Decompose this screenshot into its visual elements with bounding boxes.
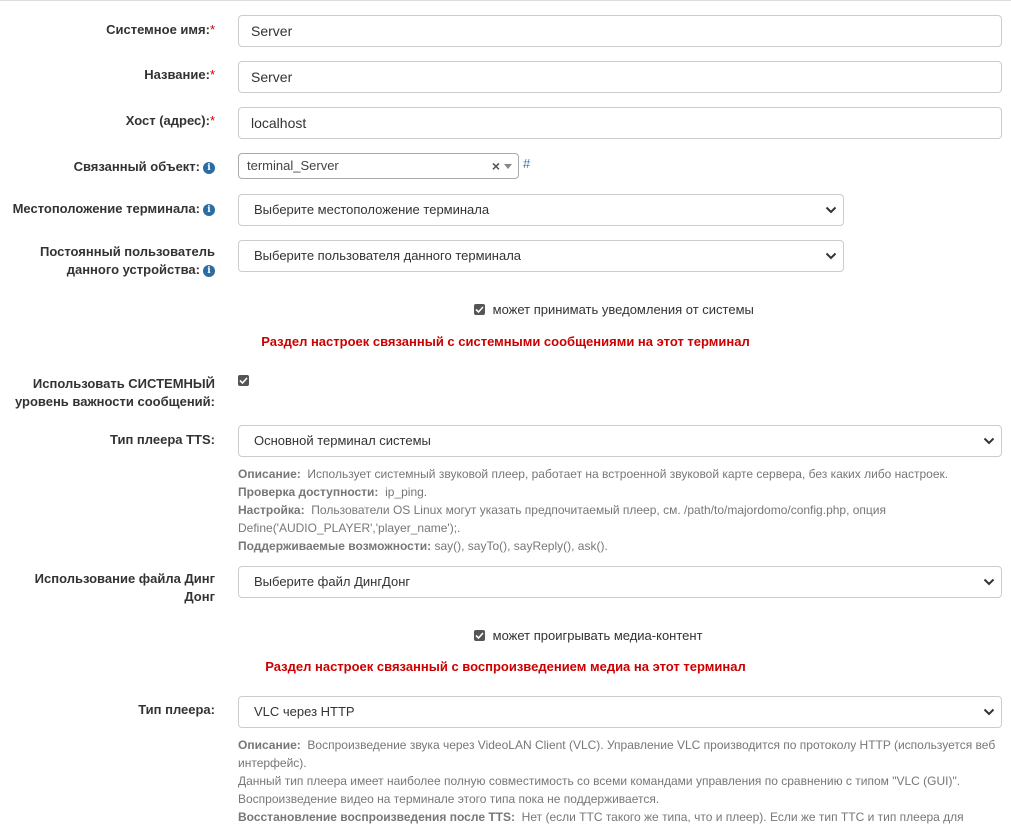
tts-player-description: Описание: Использует системный звуковой плеер, работает на встроенной звуковой карте сервера, без каких либо настроек. Проверка доступности: ip_ping. Настройка: Пользователи OS Linux могут указать предпочитаемый плеер, см. /path/to/majordomo/config.php, опция Define('AUDIO_PLAYER','player_name');. Поддерживаемые возможности: say(), sayTo(), sayReply(), ask(). (238, 467, 949, 553)
chevron-down-icon (983, 577, 995, 587)
media-section-title: Раздел настроек связанный с воспроизведением медиа на этот терминал (265, 659, 746, 674)
linked-object-label: Связанный объект: i (1, 158, 215, 176)
chevron-down-icon (825, 205, 837, 215)
tts-player-select[interactable] (238, 425, 1002, 457)
system-level-checkbox-wrap[interactable] (238, 373, 249, 388)
chevron-down-icon (825, 251, 837, 261)
tts-player-label: Тип плеера TTS: (110, 432, 215, 447)
chevron-down-icon (983, 707, 995, 717)
notify-checkbox-row[interactable] (474, 302, 754, 317)
system-name-label: Системное имя:* (106, 22, 215, 37)
user-select[interactable] (238, 240, 844, 272)
player-select-value: VLC через HTTP (254, 704, 355, 719)
system-level-label: Использовать СИСТЕМНЫЙ уровень важности сообщений: (14, 376, 215, 409)
object-link[interactable]: # (523, 156, 531, 171)
location-label: Местоположение терминала: i (1, 200, 215, 218)
check-icon (474, 630, 485, 641)
tts-player-select-value: Основной терминал системы (254, 433, 431, 448)
notify-checkbox[interactable] (474, 304, 485, 315)
info-icon[interactable]: i (203, 204, 215, 216)
host-label: Хост (адрес):* (125, 113, 215, 128)
system-messages-section-title: Раздел настроек связанный с системными сообщениями на этот терминал (261, 334, 750, 349)
media-checkbox-row[interactable] (474, 628, 703, 643)
host-input[interactable]: localhost (238, 107, 1002, 139)
media-checkbox[interactable] (474, 630, 485, 641)
system-level-checkbox[interactable] (238, 375, 249, 386)
dingdong-select-value: Выберите файл ДингДонг (254, 574, 411, 589)
check-icon (238, 375, 249, 386)
user-label: Постоянный пользователь данного устройства: i (40, 244, 215, 277)
media-checkbox-label: может проигрывать медиа-контент (492, 628, 703, 643)
user-select-value: Выберите пользователя данного терминала (254, 248, 522, 263)
location-select-value: Выберите местоположение терминала (254, 202, 490, 217)
player-label: Тип плеера: (138, 702, 215, 717)
title-label: Название:* (144, 67, 215, 82)
chevron-down-icon (983, 436, 995, 446)
linked-object-value: terminal_Server (247, 158, 339, 173)
player-description: Описание: Воспроизведение звука через VideoLAN Client (VLC). Управление VLC производится по протоколу HTTP (используется веб интерфейс). Данный тип плеера имеет наиболее полную совместимость со всеми командами управления по сравнению с типом "VLC (GUI)". Воспроизведение видео на терминале этого типа пока не поддерживается. Восстановление воспроизведения после TTS: Нет (если ТТС такого же типа, что и плеер). Если же тип ТТС и тип плеера для (238, 738, 996, 824)
dingdong-select[interactable] (238, 566, 1002, 598)
info-icon[interactable]: i (203, 162, 215, 174)
title-input[interactable]: Server (238, 61, 1002, 93)
top-divider (0, 0, 1011, 1)
location-select[interactable] (238, 194, 844, 226)
dingdong-label: Использование файла Динг Донг (34, 571, 215, 604)
info-icon[interactable]: i (203, 265, 215, 277)
system-name-input[interactable]: Server (238, 15, 1002, 47)
clear-icon[interactable]: × (491, 158, 500, 174)
linked-object-select[interactable] (238, 153, 519, 179)
caret-down-icon[interactable] (504, 164, 512, 169)
player-select[interactable] (238, 696, 1002, 728)
notify-checkbox-label: может принимать уведомления от системы (492, 302, 754, 317)
check-icon (474, 304, 485, 315)
